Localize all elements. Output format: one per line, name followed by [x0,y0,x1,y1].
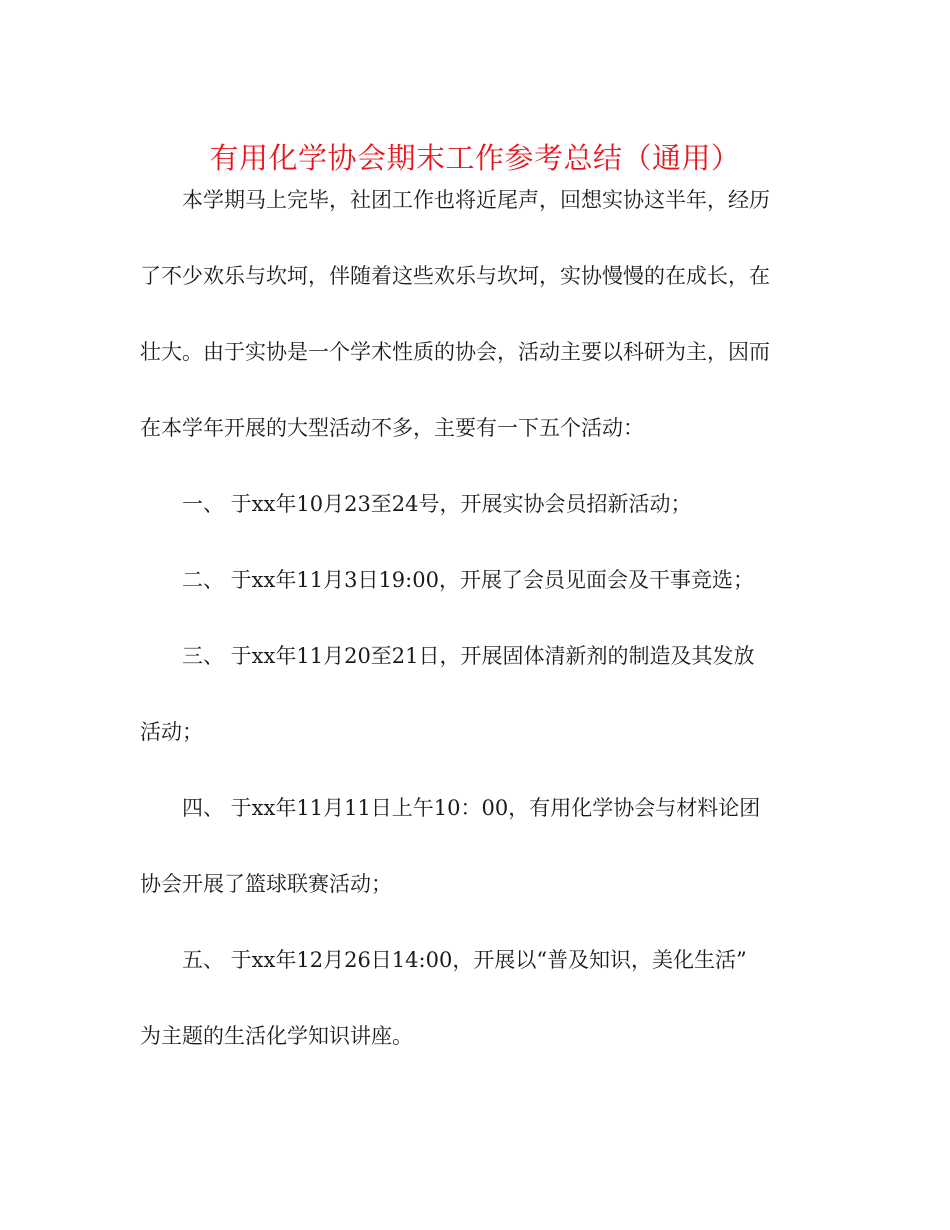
text-line: 四、 于xx年11月11日上午10：00，有用化学协会与材料论团 [182,796,761,820]
document-title: 有用化学协会期末工作参考总结（通用） [209,141,741,175]
text-line: 本学期马上完毕，社团工作也将近尾声，回想实协这半年，经历 [182,188,770,212]
text-line: 在本学年开展的大型活动不多，主要有一下五个活动： [140,416,644,440]
activity-item-5 [140,940,796,1056]
text-line: 三、 于xx年11月20至21日，开展固体清新剂的制造及其发放 [182,644,755,668]
text-line: 为主题的生活化学知识讲座。 [140,1024,413,1048]
activity-item-2 [140,560,796,600]
text-line: 二、 于xx年11月3日19:00，开展了会员见面会及干事竞选； [182,568,754,592]
text-line: 五、 于xx年12月26日14:00，开展以“普及知识，美化生活” [182,948,747,972]
text-line: 了不少欢乐与坎坷，伴随着这些欢乐与坎坷，实协慢慢的在成长，在 [140,264,770,288]
activity-item-4 [140,788,796,904]
intro-paragraph [140,180,796,448]
text-line: 一、 于xx年10月23至24号，开展实协会员招新活动； [182,492,692,516]
activity-item-3 [140,636,796,752]
document-body [140,180,796,1092]
text-line: 活动； [140,720,203,744]
text-line: 壮大。由于实协是一个学术性质的协会，活动主要以科研为主，因而 [140,340,770,364]
text-line: 协会开展了篮球联赛活动； [140,872,392,896]
activity-item-1 [140,484,796,524]
